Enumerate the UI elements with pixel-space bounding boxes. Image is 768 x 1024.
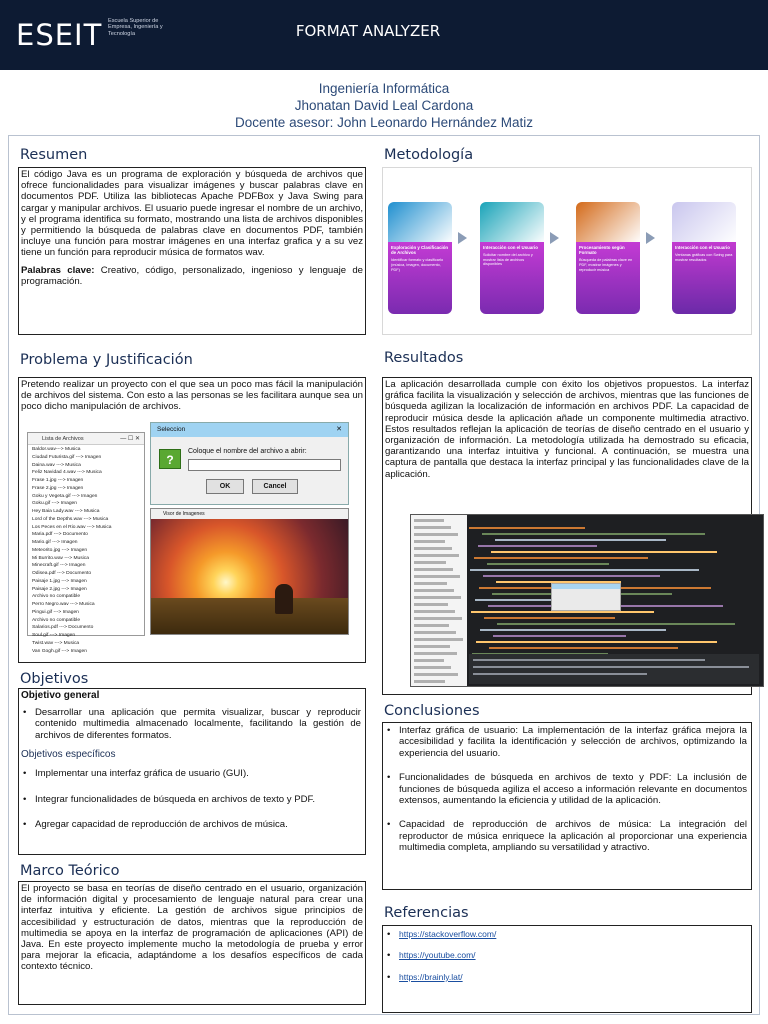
file-list-item[interactable]: Goku y Vegeta.gif ---> Imagen [32,493,98,499]
window-controls-icon[interactable]: — ☐ ✕ [120,436,140,442]
resumen-body: El código Java es un programa de exploración y búsqueda de archivos que ofrece funcionalidades para visualizar imágenes y buscar palabras clave en documentos PDF. Utiliza las bibliotecas Apache PDFBox y Java Swing para cargar y manipular archivos. El usuario puede ingresar el nombre de un archivo, y el programa identifica su formato, mostrando una lista de archivos disponibles y permitiendo la búsqueda de palabras clave en documentos PDF, también incluye una función para mostrar imágenes en una interfaz grafica y a su vez tiene un función para reproducir música de formatos wav. [21,169,363,259]
file-list-item[interactable]: Goku.gif ---> Imagen [32,501,77,507]
resumen-box [18,167,366,335]
step-title: Exploración y Clasificación de Archivos [391,245,449,256]
file-list-item[interactable]: Soul.gif ---> Imagen [32,633,76,638]
metodologia-title: Metodología [384,147,474,163]
file-list-title: Lista de Archivos [42,436,84,442]
close-icon[interactable]: ✕ [336,426,342,433]
conclusiones-title: Conclusiones [384,703,480,719]
poster-header [0,0,768,70]
step-illustration [576,202,640,244]
file-list-item[interactable]: Salarios.pdf ---> Documento [32,625,94,631]
author-name: Jhonatan David Leal Cardona [294,98,474,113]
resumen-title: Resumen [20,147,88,163]
file-list-item[interactable]: Mario.gif ---> Imagen [32,540,78,545]
poster-title: FORMAT ANALYZER [295,22,441,40]
ground-shape [151,598,348,634]
arrow-right-icon [550,232,559,244]
objetivos-especificos-title: Objetivos específicos [21,749,116,761]
step-body [480,242,544,314]
file-list[interactable] [28,445,144,656]
file-list-window [27,432,145,654]
problema-title: Problema y Justificación [20,352,193,368]
step-body [672,242,736,314]
step-illustration [672,202,736,244]
file-list-item[interactable]: Mi Burrito.wav ---> Musica [32,555,89,561]
step-title: Procesamiento según Formato [579,245,625,256]
step-description: Identificar formato y clasificarlo (música, imagen, documento, PDF) [391,258,444,272]
conclusiones-box [382,722,752,890]
dialog-prompt: Coloque el nombre del archivo a abrir: [188,448,307,455]
arrow-right-icon [458,232,467,244]
resultados-body: La aplicación desarrollada cumple con éxito los objetivos propuestos. La interfaz gráfica facilita la visualización y selección de archivos, mientras que las funciones de búsqueda agilizan la localización de información en archivos PDF. La capacidad de reproducir música desde la aplicación añade un componente multimedia atractivo. Estos resultados reflejan la aplicación de teorías de diseño centrado en el usuario y organización de información. La metodología utilizada ha demostrado su eficacia, garantizando una interfaz intuitiva y funcional. A continuación, se muestra una captura de pantalla que destaca la interfaz principal y las funcionalidades clave de la aplicación. [385,379,749,480]
file-list-item[interactable]: Pingui.gif ---> Imagen [32,609,79,615]
resultados-title: Resultados [384,350,464,366]
methodology-step [576,202,640,314]
file-list-item[interactable]: Hey Baia Lady.wav ---> Musica [32,509,100,514]
file-list-item[interactable]: Daina.wav ---> Musica [32,462,81,468]
methodology-step [480,202,544,314]
ide-dialog-preview [551,583,621,611]
methodology-step [388,202,452,314]
file-list-item[interactable]: Paisaje 1.jpg ---> Imagen [32,578,87,584]
referencias-title: Referencias [384,905,469,921]
file-list-item[interactable]: Feliz Navidad 4.wav ---> Musica [32,470,102,476]
ide-screenshot [410,514,764,687]
step-description: Ventanas gráficas con Swing para mostrar resultados [675,253,733,262]
step-body [576,242,640,314]
objetivo-especifico-item: • Agregar capacidad de reproducción de archivos de música. [21,819,361,830]
reference-link[interactable]: https://stackoverflow.com/ [399,929,497,939]
file-list-item[interactable]: Odisea.pdf ---> Documento [32,571,92,576]
advisor-name: Docente asesor: John Leonardo Hernández Matiz [235,115,533,130]
ide-terminal [469,654,759,684]
authors-block [0,80,768,131]
objetivo-especifico-item: • Integrar funcionalidades de búsqueda en archivos de texto y PDF. [21,794,361,805]
conclusion-item: • Interfaz gráfica de usuario: La implementación de la interfaz gráfica mejora la accesibilidad y facilita la identificación y selección de archivos, optimizando la experiencia del usuario. [385,725,747,759]
reference-link[interactable]: https://youtube.com/ [399,950,476,961]
image-viewer-window [150,508,349,635]
logo-subtitle: Escuela Superior de Empresa, Ingeniería y Tecnología [108,18,163,37]
reference-item [385,929,747,940]
referencias-box [382,925,752,1013]
ok-button[interactable]: OK [206,479,244,494]
keywords-text: Creativo, código, personalizado, ingenioso y lenguaje de programación. [21,264,363,287]
step-description: Solicitar nombre del archivo y mostrar lista de archivos disponibles [483,253,533,267]
file-list-item[interactable]: Ciudad Futurista.gif ---> Imagen [32,454,102,460]
image-viewer-titlebar [151,509,348,519]
referencias-list [383,926,751,983]
dialog-title: Seleccion [157,426,186,433]
sunset-image [151,519,348,634]
methodology-step [672,202,736,314]
file-list-item[interactable]: Archivo no compatible [32,617,81,623]
reference-item [385,950,747,961]
file-list-item[interactable]: Baldor.wav---> Musica [32,447,81,452]
step-illustration [480,202,544,244]
conclusion-item: • Capacidad de reproducción de archivos de música: La integración del reproductor de música enriquece la aplicación al proporcionar una experiencia multimedia completa, ampliando su versatilidad y atractivo. [385,819,747,853]
objetivo-general-title: Objetivo general [21,690,100,701]
dialog-titlebar [151,423,348,437]
filename-input[interactable] [188,459,341,471]
file-list-item[interactable]: Perro Negro.wav ---> Musica [32,602,95,607]
objetivo-general: • Desarrollar una aplicación que permita visualizar, buscar y reproducir contenido multimedia almacenado localmente, facilitando la gestión de archivos de diferentes formatos. [21,707,361,741]
file-list-item[interactable]: Minecraft.gif ---> Imagen [32,563,86,569]
reference-item [385,972,747,983]
marco-body: El proyecto se basa en teorías de diseño centrado en el usuario, organización de información digital y procesamiento de lenguaje natural para crear una interfaz intuitiva y eficiente. La gestión de archivos sigue principios de accesibilidad y estructuración de datos, mientras que la reproducción de multimedia se apoya en la interfaz de programación de aplicaciones (API) de Java. En este proyecto implemente mucho la metodología de prueba y error para mejorar la eficacia, adaptándome a los desafíos específicos de cada contexto técnico. [21,883,363,973]
marco-title: Marco Teórico [20,863,120,879]
eseit-logo: ESEIT [16,18,103,52]
objetivos-title: Objetivos [20,671,89,687]
file-list-item[interactable]: Frase 2.jpg ---> Imagen [32,485,84,491]
step-title: Interacción con el Usuario [483,245,538,250]
problema-body: Pretendo realizar un proyecto con el que sea un poco mas fácil la manipulación de archivos del sistema. Con esto a las personas se les facilitara aunque sea un poco dicho manipulación de archivos. [21,379,363,413]
selection-dialog [150,422,349,505]
file-list-item[interactable]: Meteorito.jpg ---> Imagen [32,547,88,553]
program-name: Ingeniería Informática [318,81,450,96]
file-list-item[interactable]: Los Peces en el Rio.wav ---> Musica [32,524,112,530]
question-icon: ? [159,449,181,469]
file-list-item[interactable]: Frase 1.jpg ---> Imagen [32,478,84,483]
file-list-item[interactable]: Van Gogh.gif ---> Imagen [32,648,87,654]
file-list-item[interactable]: Paisaje 2.jpg ---> Imagen [32,586,87,592]
file-list-titlebar [28,433,144,445]
ide-file-tree [411,515,467,687]
character-silhouette [275,584,293,614]
step-illustration [388,202,452,244]
reference-link[interactable]: https://brainly.lat/ [399,971,463,982]
objetivos-especificos-list [19,768,365,830]
file-list-item[interactable]: Archivo no compatible [32,594,81,600]
file-list-item[interactable]: Maria.pdf ---> Documento [32,532,88,538]
methodology-flow [388,202,748,314]
marco-box [18,881,366,1005]
objetivos-box [18,688,366,855]
conclusion-item: • Funcionalidades de búsqueda en archivos de texto y PDF: La inclusión de funciones de búsqueda agiliza el acceso a información relevante en documentos extensos, aumentando la eficiencia y utilidad de la aplicación. [385,772,747,806]
conclusiones-list [383,723,751,854]
step-title: Interacción con el Usuario [675,245,730,250]
image-viewer-title: Visor de Imagenes [163,511,205,517]
file-list-item[interactable]: Lord of the Depths.wav ---> Musica [32,516,109,522]
cancel-button[interactable]: Cancel [252,479,298,494]
objetivo-especifico-item: • Implementar una interfaz gráfica de usuario (GUI). [21,768,361,779]
step-description: Búsqueda de palabras clave en PDF, mostrar imágenes y reproducir música [579,258,633,272]
step-body [388,242,452,314]
file-list-item[interactable]: Twist.wav ---> Musica [32,640,80,646]
arrow-right-icon [646,232,655,244]
keywords-label: Palabras clave: [21,264,95,276]
keywords-paragraph [21,265,363,287]
